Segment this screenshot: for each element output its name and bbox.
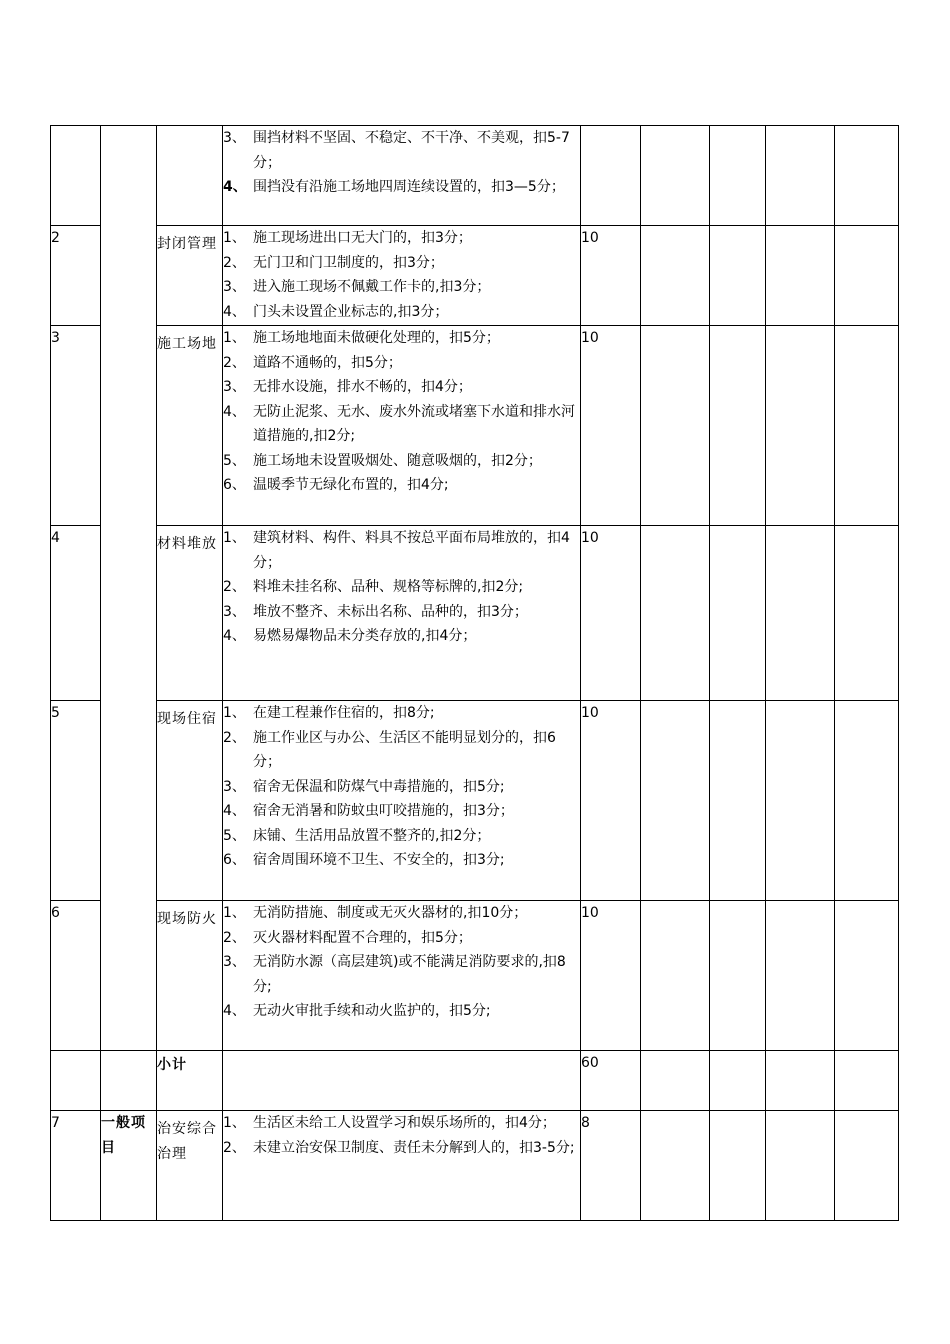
deduction-cell [641,901,710,1051]
deduction-cell [641,1111,710,1221]
score-cell: 8 [581,1111,641,1221]
rule-number: 3、 [223,130,246,146]
rule-text: 无消防措施、制度或无灭火器材的,扣10分； [253,905,528,921]
rule-text: 施工场地地面未做硬化处理的，扣5分； [253,330,500,346]
rule-number: 1、 [223,330,246,346]
row-number: 7 [51,1111,101,1221]
row-number [51,126,101,226]
rule-text: 床铺、生活用品放置不整齐的,扣2分； [253,827,491,844]
item-name: 治安综合治理 [157,1111,223,1221]
remark-cell [835,1111,899,1221]
rule-line [223,848,580,873]
row-number: 2 [51,226,101,326]
rule-line [223,375,580,400]
rule-line [223,126,580,175]
rule-text: 无排水设施，排水不畅的，扣4分； [253,379,472,395]
actual-score-cell [710,326,766,526]
actual-score-cell [710,1051,766,1111]
rule-number: 4、 [223,179,247,195]
rule-number: 3、 [223,954,246,970]
blank-cell [766,901,835,1051]
table-row [51,901,899,1051]
rule-number: 2、 [223,929,246,946]
rule-text: 围挡没有沿施工场地四周连续设置的，扣3—5分； [253,179,565,195]
score-cell: 10 [581,901,641,1051]
table-row [51,126,899,226]
rule-text: 料堆未挂名称、品种、规格等标牌的,扣2分; [253,579,524,595]
rule-number: 5、 [223,827,246,844]
table-row [51,326,899,526]
table-row [51,226,899,326]
blank-cell [766,701,835,901]
remark-cell [835,526,899,701]
category-cell: 一般项目 [101,1111,157,1221]
deduction-rules [223,326,581,526]
score-cell: 10 [581,526,641,701]
deduction-cell [641,526,710,701]
rule-text: 无门卫和门卫制度的，扣3分； [253,254,444,271]
row-number [51,1051,101,1111]
rule-number: 4、 [223,803,246,819]
rule-number: 1、 [223,230,246,246]
remark-cell [835,326,899,526]
subtotal-label: 小计 [157,1051,223,1111]
rule-line [223,1136,580,1161]
rule-number: 1、 [223,1115,246,1131]
table-row [51,1111,899,1221]
rule-text: 施工作业区与办公、生活区不能明显划分的，扣6分； [253,729,556,770]
deduction-rules [223,901,581,1051]
rule-number: 1、 [223,705,246,721]
rule-text: 围挡材料不坚固、不稳定、不干净、不美观，扣5-7分； [253,130,570,171]
rule-line [223,449,580,474]
item-name: 封闭管理 [157,226,223,326]
row-number: 6 [51,901,101,1051]
rule-number: 3、 [223,603,246,620]
rule-line [223,701,580,726]
deduction-rules [223,226,581,326]
blank-cell [766,226,835,326]
rule-number: 2、 [223,1139,246,1156]
blank-cell [766,526,835,701]
rule-number: 3、 [223,279,246,295]
rule-text: 无消防水源（高层建筑)或不能满足消防要求的,扣8分; [253,954,566,995]
blank-cell [766,1111,835,1221]
rule-line [223,526,580,575]
rule-number: 2、 [223,729,246,746]
inspection-table [50,125,899,1221]
rule-text: 易燃易爆物品未分类存放的,扣4分； [253,628,477,644]
rule-text: 堆放不整齐、未标出名称、品种的，扣3分； [253,603,528,620]
rule-line [223,824,580,849]
item-name: 材料堆放 [157,526,223,701]
rule-text: 施工场地未设置吸烟处、随意吸烟的，扣2分； [253,452,542,469]
actual-score-cell [710,226,766,326]
rule-line [223,300,580,325]
rule-line [223,275,580,300]
rule-text: 宿舍周围环境不卫生、不安全的，扣3分; [253,852,505,868]
rule-text: 在建工程兼作住宿的，扣8分; [253,705,435,721]
item-name: 施工场地 [157,326,223,526]
rule-text: 未建立治安保卫制度、责任未分解到人的，扣3-5分; [253,1139,575,1156]
deduction-cell [641,226,710,326]
deduction-cell [641,326,710,526]
remark-cell [835,701,899,901]
rule-number: 2、 [223,254,246,271]
rule-number: 6、 [223,477,246,493]
rule-text: 温暖季节无绿化布置的，扣4分; [253,477,449,493]
actual-score-cell [710,901,766,1051]
category-cell [101,1051,157,1111]
rule-number: 4、 [223,403,246,420]
rule-line [223,226,580,251]
deduction-rules [223,1111,581,1221]
rule-text: 门头未设置企业标志的,扣3分； [253,303,449,320]
actual-score-cell [710,526,766,701]
row-number: 3 [51,326,101,526]
row-number: 5 [51,701,101,901]
rule-number: 6、 [223,852,246,868]
table-row [51,701,899,901]
rule-line [223,175,580,200]
category-cell [101,126,157,1051]
rule-number: 2、 [223,579,246,595]
item-name: 现场防火 [157,901,223,1051]
row-number: 4 [51,526,101,701]
rule-line [223,799,580,824]
item-name: 现场住宿 [157,701,223,901]
rule-number: 4、 [223,628,246,644]
rule-line [223,400,580,449]
rule-text: 宿舍无保温和防煤气中毒措施的，扣5分; [253,778,505,795]
rule-line [223,999,580,1024]
rule-number: 1、 [223,905,246,921]
score-cell: 10 [581,701,641,901]
remark-cell [835,901,899,1051]
score-cell [581,126,641,226]
rule-line [223,926,580,951]
score-cell: 60 [581,1051,641,1111]
actual-score-cell [710,1111,766,1221]
score-cell: 10 [581,226,641,326]
rule-number: 5、 [223,452,246,469]
deduction-cell [641,701,710,901]
rule-number: 4、 [223,303,246,320]
blank-cell [766,1051,835,1111]
deduction-cell [641,1051,710,1111]
deduction-cell [641,126,710,226]
blank-cell [766,326,835,526]
rule-line [223,575,580,600]
blank-cell [766,126,835,226]
rule-line [223,1111,580,1136]
rule-text: 建筑材料、构件、料具不按总平面布局堆放的，扣4分； [253,530,570,571]
rule-text: 无防止泥浆、无水、废水外流或堵塞下水道和排水河道措施的,扣2分; [253,403,575,444]
rule-text: 进入施工现场不佩戴工作卡的,扣3分； [253,279,491,295]
table-row [51,526,899,701]
rule-line [223,326,580,351]
subtotal-row [51,1051,899,1111]
remark-cell [835,1051,899,1111]
rule-number: 4、 [223,1003,246,1019]
actual-score-cell [710,126,766,226]
rule-line [223,251,580,276]
rule-line [223,950,580,999]
rule-text: 无动火审批手续和动火监护的，扣5分; [253,1003,491,1019]
rule-text: 道路不通畅的，扣5分； [253,354,402,371]
rule-line [223,901,580,926]
deduction-rules [223,126,581,226]
rule-line [223,624,580,649]
rule-text: 宿舍无消暑和防蚊虫叮咬措施的，扣3分； [253,803,514,819]
rule-line [223,600,580,625]
rule-line [223,473,580,498]
remark-cell [835,226,899,326]
deduction-rules [223,1051,581,1111]
rule-number: 2、 [223,354,246,371]
score-cell: 10 [581,326,641,526]
rule-line [223,775,580,800]
rule-text: 生活区未给工人设置学习和娱乐场所的，扣4分； [253,1115,556,1131]
rule-number: 1、 [223,530,246,546]
rule-line [223,726,580,775]
rule-number: 3、 [223,778,246,795]
rule-number: 3、 [223,379,246,395]
rule-line [223,351,580,376]
actual-score-cell [710,701,766,901]
item-name [157,126,223,226]
remark-cell [835,126,899,226]
rule-text: 施工现场进出口无大门的，扣3分； [253,230,472,246]
rule-text: 灭火器材料配置不合理的，扣5分； [253,929,472,946]
deduction-rules [223,526,581,701]
deduction-rules [223,701,581,901]
